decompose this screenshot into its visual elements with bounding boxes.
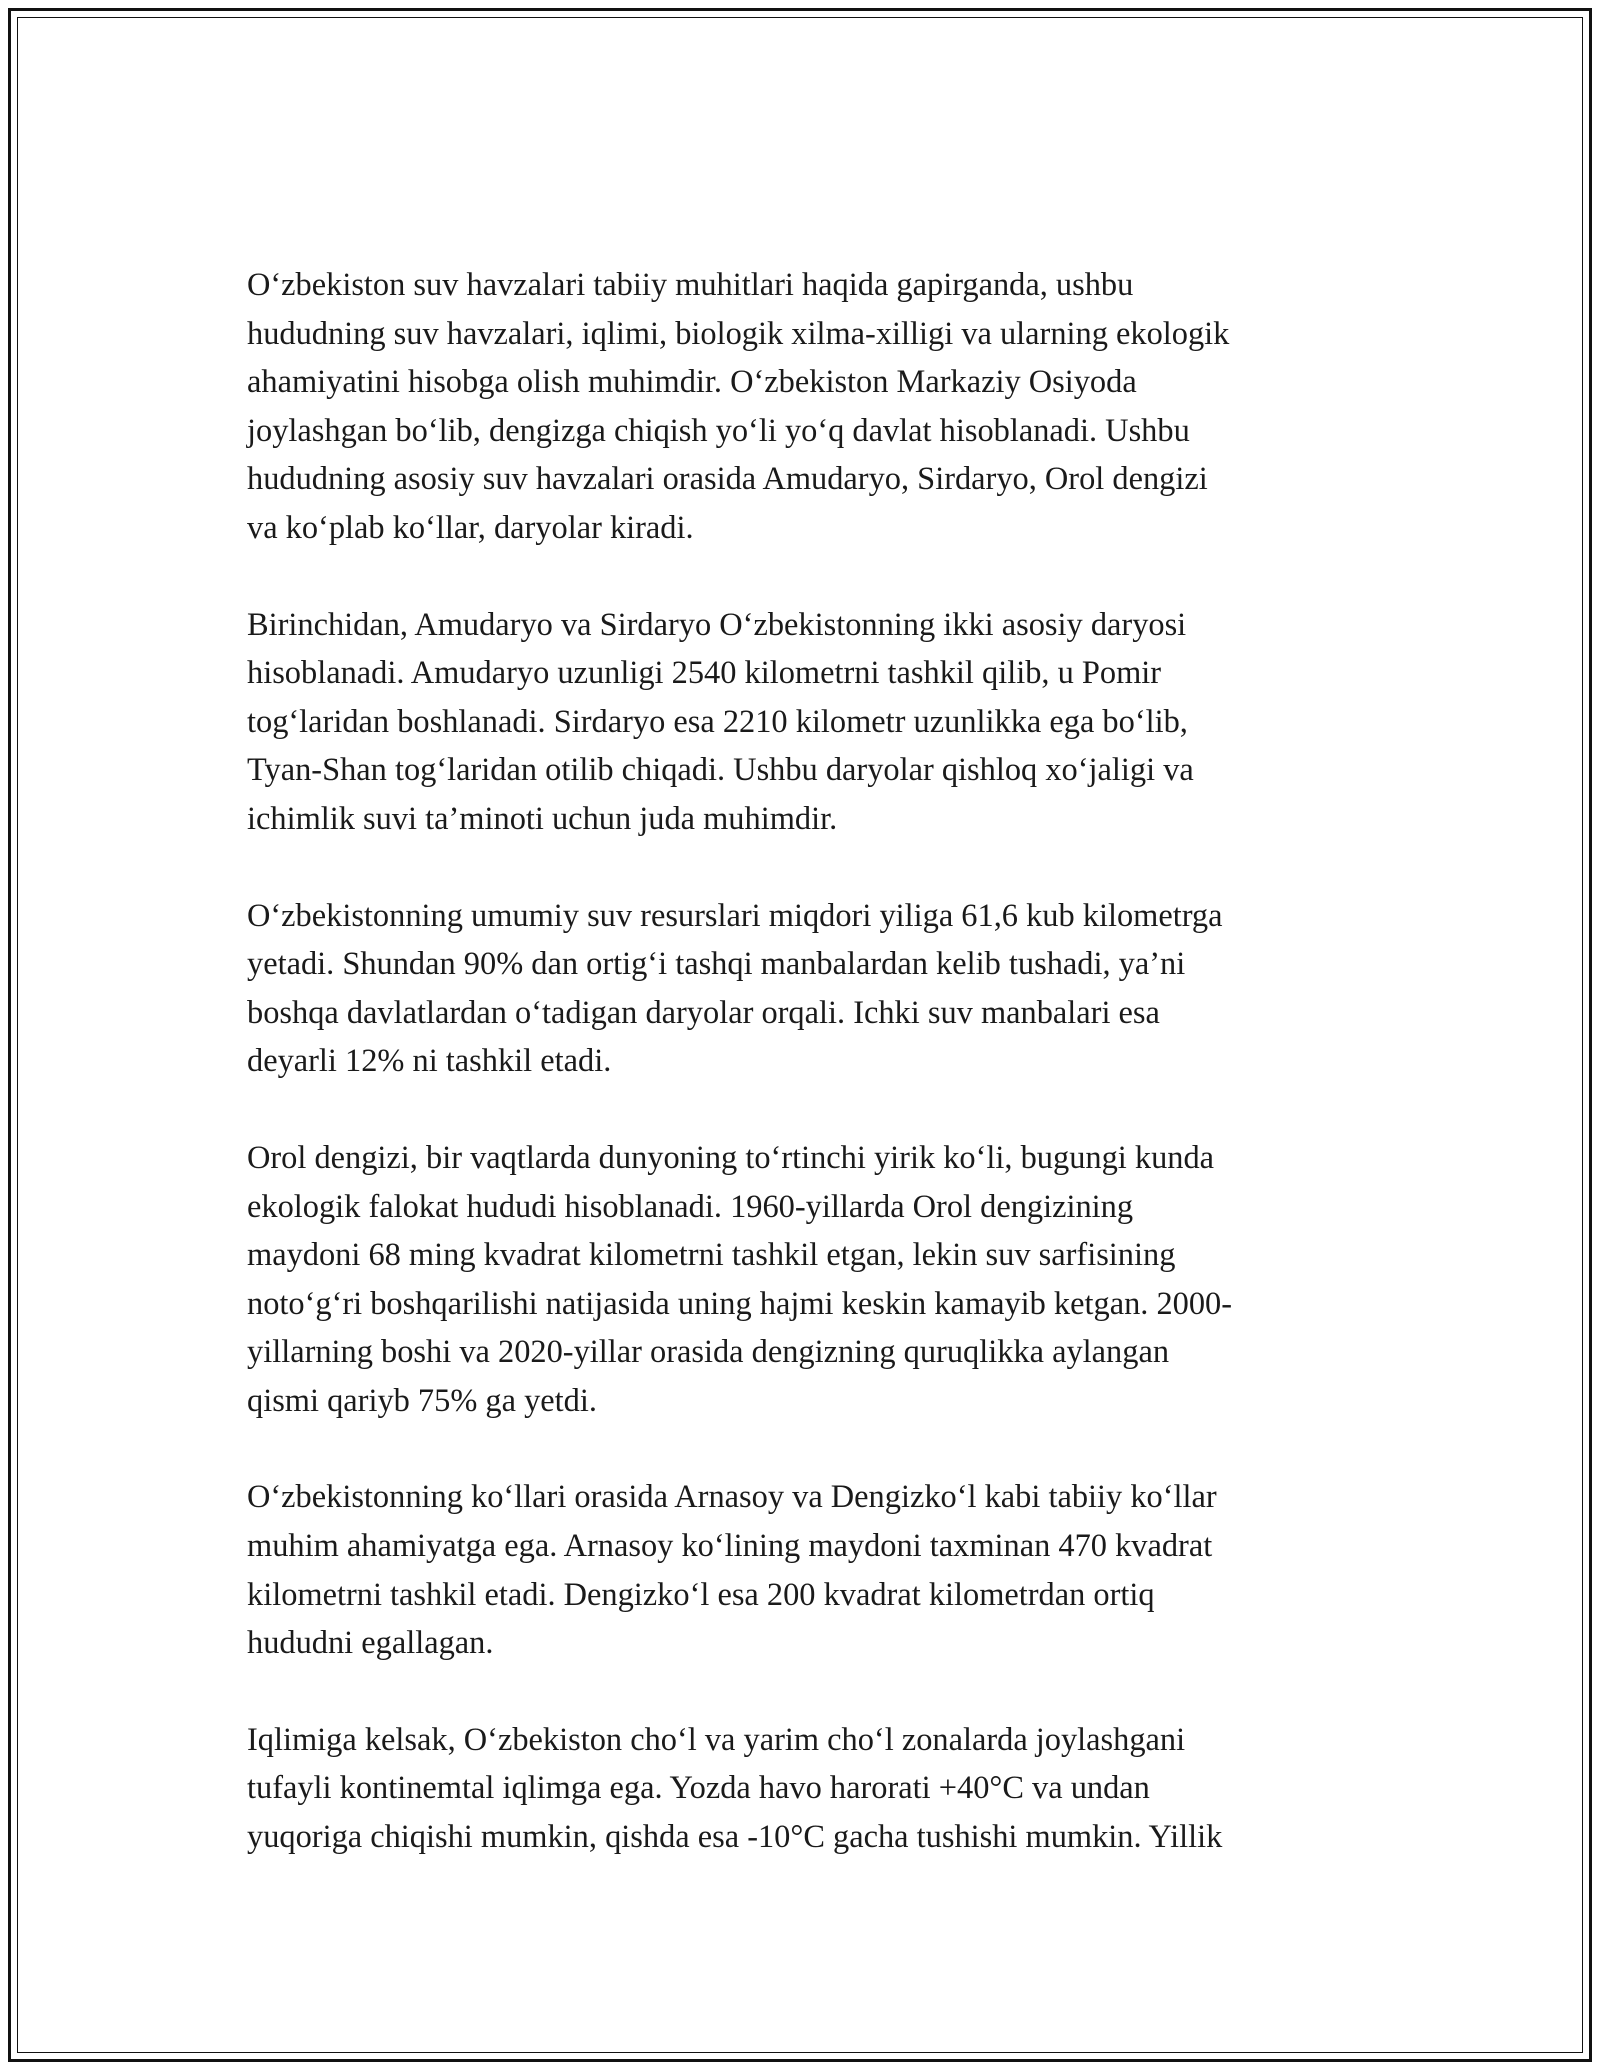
paragraph-4: Orol dengizi, bir vaqtlarda dunyoning to‘rtinchi yirik ko‘li, bugungi kunda ekologik falokat hududi hisoblanadi. 1960-yillarda Orol dengizining maydoni 68 ming kvadrat kilometrni tashkil etgan, lekin suv sarfisining noto‘g‘ri boshqarilishi natijasida uning hajmi keskin kamayib ketgan. 2000- yillarning boshi va 2020-yillar orasida dengizning quruqlikka aylangan qismi qariyb 75% ga yetdi. bbox=[247, 1139, 1233, 1419]
paragraph-5: O‘zbekistonning ko‘llari orasida Arnasoy va Dengizko‘l kabi tabiiy ko‘llar muhim ahamiyatga ega. Arnasoy ko‘lining maydoni taxminan 470 kvadrat kilometrni tashkil etadi. Dengizko‘l esa 200 kvadrat kilometrdan ortiq hududni egallagan. bbox=[247, 1479, 1217, 1662]
paragraph-1: O‘zbekiston suv havzalari tabiiy muhitlari haqida gapirganda, ushbu hududning suv havzalari, iqlimi, biologik xilma-xilligi va ularning ekologik ahamiyatini hisobga olish muhimdir. O‘zbekiston Markaziy Osiyoda joylashgan bo‘lib, dengizga chiqish yo‘li yo‘q davlat hisoblanadi. Ushbu hududning asosiy suv havzalari orasida Amudaryo, Sirdaryo, Orol dengizi va ko‘plab ko‘llar, daryolar kiradi. bbox=[247, 267, 1230, 546]
page-border bbox=[8, 8, 1592, 2062]
paragraph-6: Iqlimiga kelsak, O‘zbekiston cho‘l va yarim cho‘l zonalarda joylashgani tufayli kontinemtal iqlimga ega. Yozda havo harorati +40°C va undan yuqoriga chiqishi mumkin, qishda esa -10°C gacha tushishi mumkin. Yillik bbox=[247, 1721, 1223, 1856]
document-body bbox=[247, 261, 1367, 1910]
paragraph-2: Birinchidan, Amudaryo va Sirdaryo O‘zbekistonning ikki asosiy daryosi hisoblanadi. Amudaryo uzunligi 2540 kilometrni tashkil qilib, u Pomir tog‘laridan boshlanadi. Sirdaryo esa 2210 kilometr uzunlikka ega bo‘lib, Tyan-Shan tog‘laridan otilib chiqadi. Ushbu daryolar qishloq xo‘jaligi va ichimlik suvi ta’minoti uchun juda muhimdir. bbox=[247, 606, 1194, 837]
paragraph-3: O‘zbekistonning umumiy suv resurslari miqdori yiliga 61,6 kub kilometrga yetadi. Shundan 90% dan ortig‘i tashqi manbalardan kelib tushadi, ya’ni boshqa davlatlardan o‘tadigan daryolar orqali. Ichki suv manbalari esa deyarli 12% ni tashkil etadi. bbox=[247, 897, 1223, 1080]
